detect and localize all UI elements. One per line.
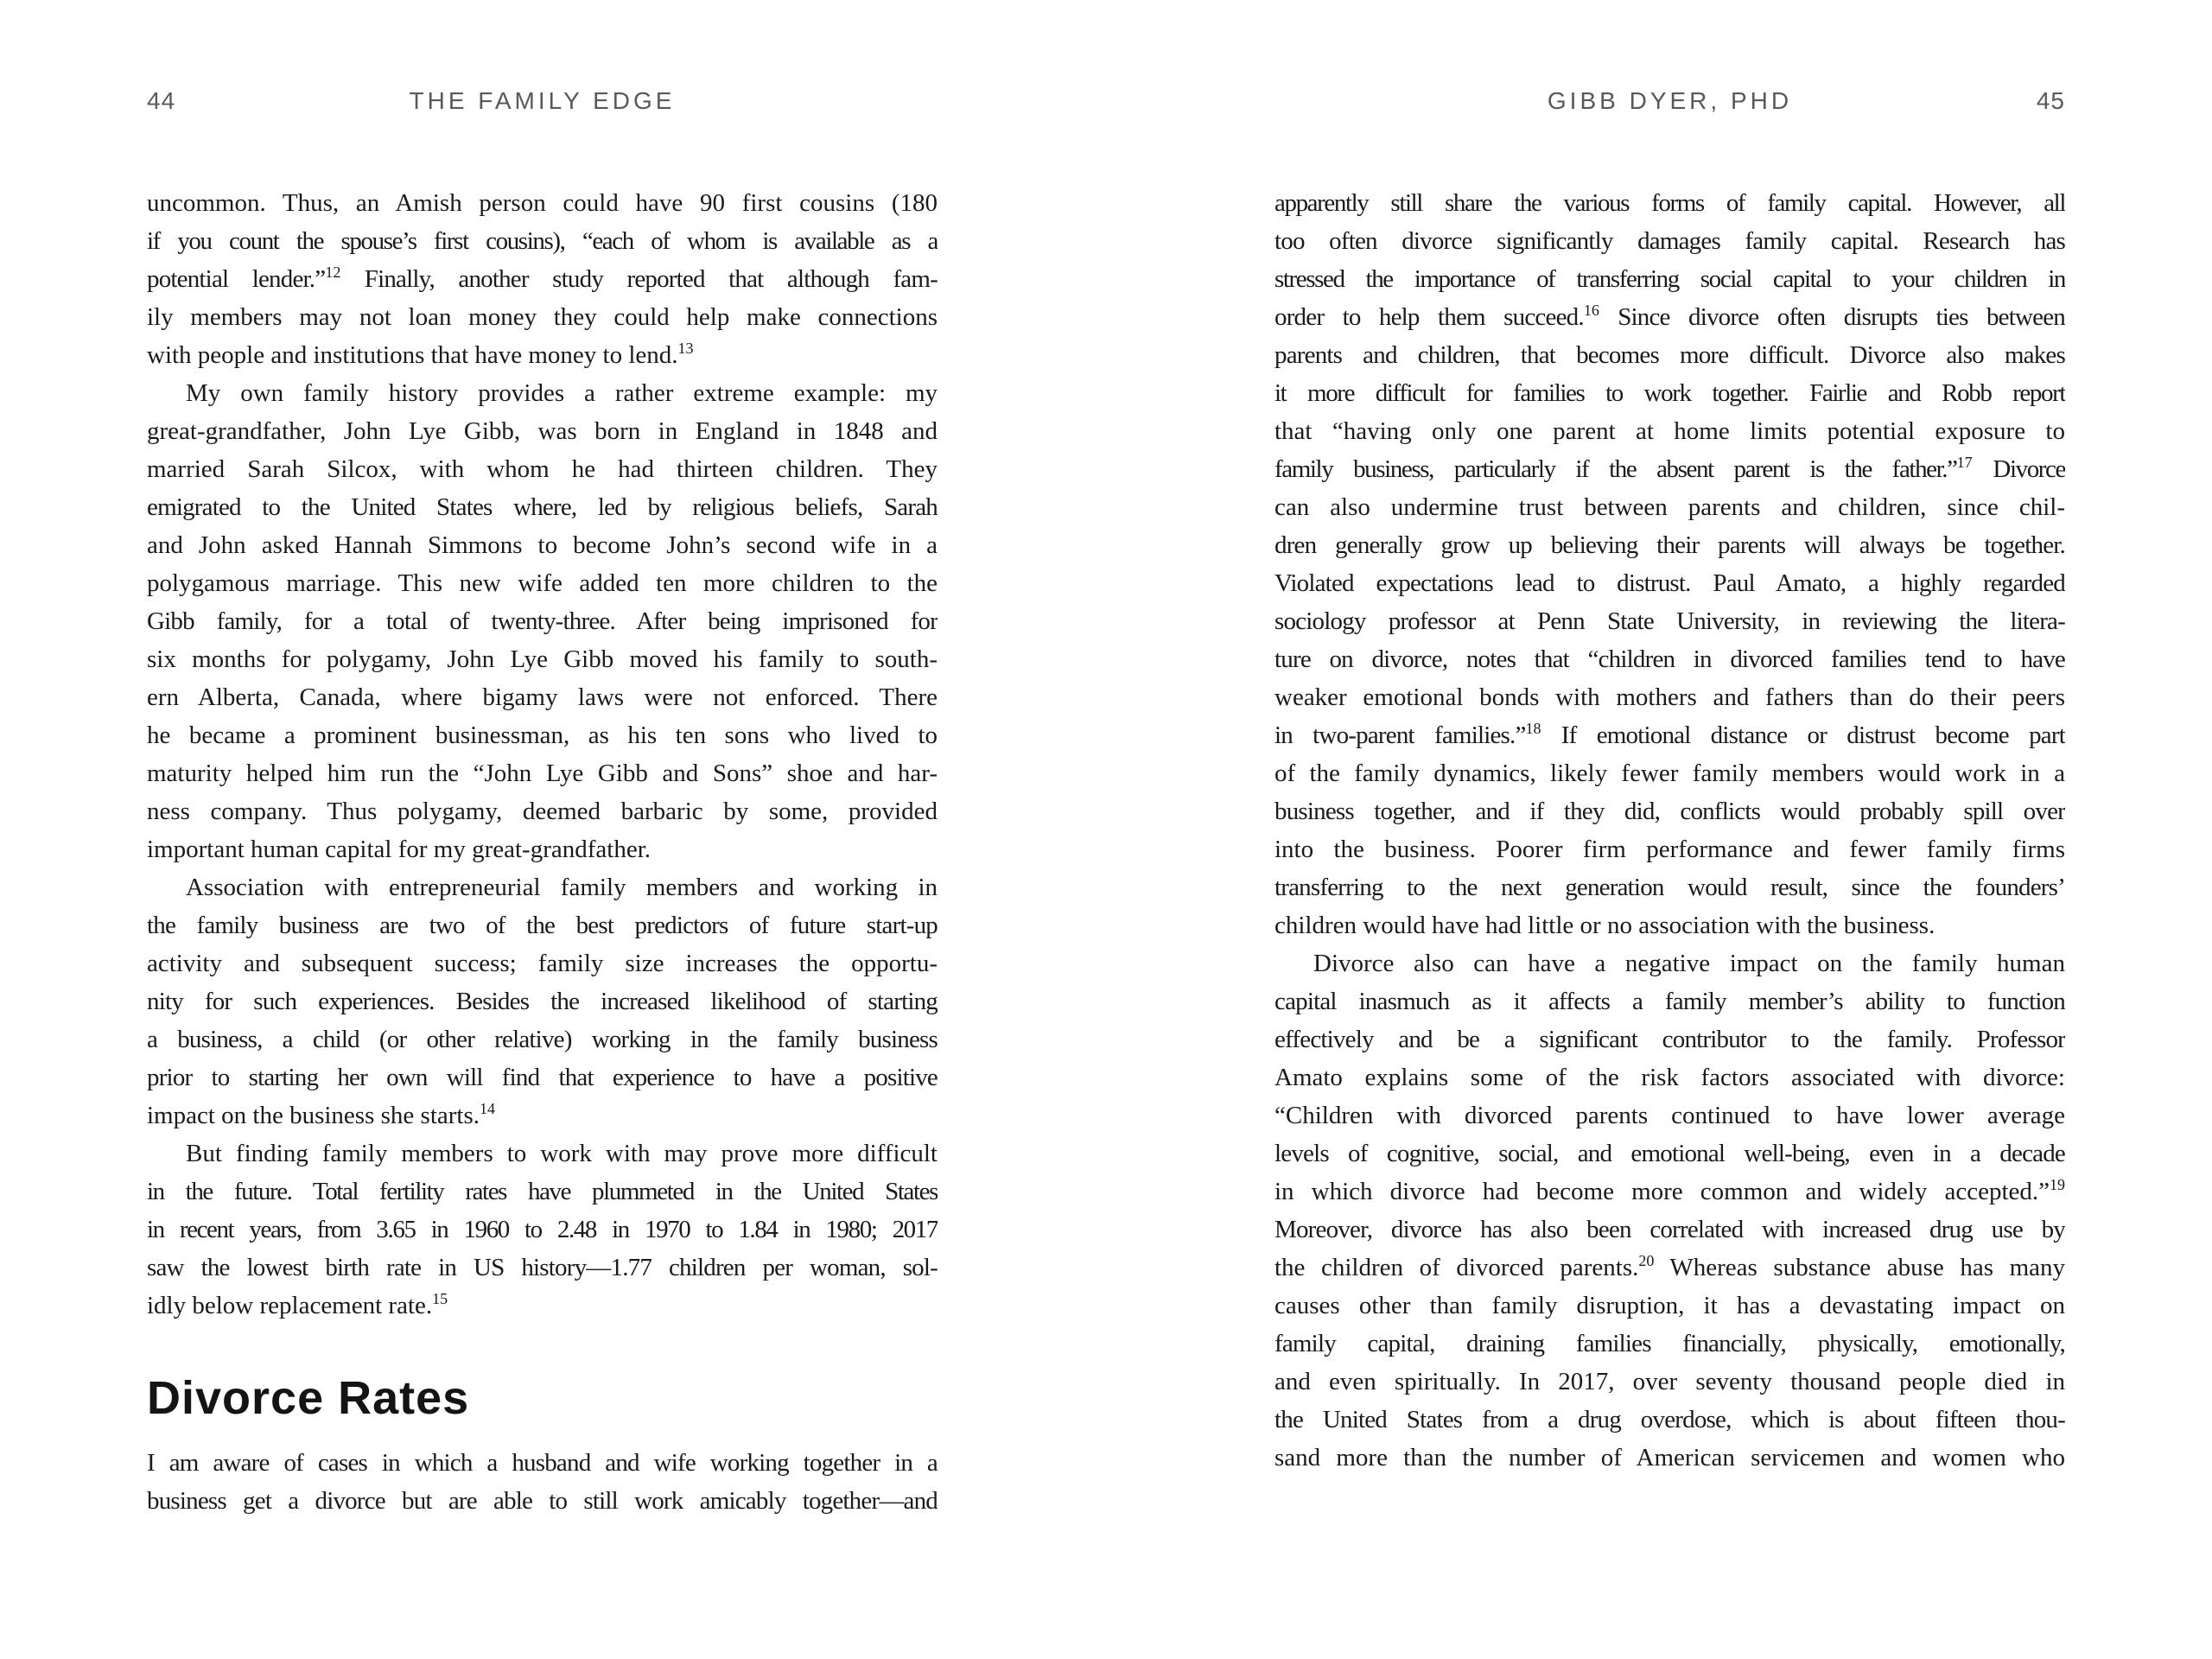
text-line: he became a prominent businessman, as his ten sons who lived to <box>147 721 938 749</box>
footnote-reference: 18 <box>1525 720 1541 737</box>
text-line: Moreover, divorce has also been correlated with increased drug use by <box>1274 1216 2065 1243</box>
footnote-reference: 20 <box>1638 1252 1655 1269</box>
running-head-right: GIBB DYER, PHD <box>1547 87 1793 114</box>
text-line: business get a divorce but are able to still work amicably together—and <box>147 1487 938 1515</box>
text-line: saw the lowest birth rate in US history—1.77 children per woman, sol- <box>147 1254 938 1281</box>
text-line: married Sarah Silcox, with whom he had thirteen children. They <box>147 455 938 483</box>
text-line: Violated expectations lead to distrust. Paul Amato, a highly regarded <box>1274 569 2065 597</box>
footnote-reference: 17 <box>1956 454 1973 471</box>
text-line: Association with entrepreneurial family members and working in <box>186 874 938 901</box>
footnote-reference: 14 <box>480 1100 496 1117</box>
text-line: too often divorce significantly damages family capital. Research has <box>1274 227 2065 255</box>
text-line: levels of cognitive, social, and emotional well-being, even in a decade <box>1274 1140 2065 1167</box>
text-line: ern Alberta, Canada, where bigamy laws were not enforced. There <box>147 683 938 711</box>
footnote-reference: 19 <box>2050 1176 2065 1193</box>
text-line: emigrated to the United States where, led by religious beliefs, Sarah <box>147 493 938 521</box>
footnote-reference: 15 <box>432 1290 448 1307</box>
text-line: and John asked Hannah Simmons to become John’s second wife in a <box>147 531 938 559</box>
text-line: a business, a child (or other relative) working in the family business <box>147 1026 938 1053</box>
text-line: the children of divorced parents.$^{20}$ Whereas substance abuse has many <box>1274 1252 2065 1281</box>
text-line: polygamous marriage. This new wife added ten more children to the <box>147 569 938 597</box>
text-line: it more difficult for families to work together. Fairlie and Robb report <box>1274 379 2065 407</box>
text-line: of the family dynamics, likely fewer family members would work in a <box>1274 760 2065 787</box>
text-line: six months for polygamy, John Lye Gibb moved his family to south- <box>147 645 938 673</box>
text-line: capital inasmuch as it affects a family member’s ability to function <box>1274 988 2065 1015</box>
left-page-text <box>147 184 938 1520</box>
footnote-reference: 16 <box>1583 302 1599 319</box>
text-line: dren generally grow up believing their parents will always be together. <box>1274 531 2065 559</box>
text-line: the family business are two of the best predictors of future start-up <box>147 912 938 939</box>
page-number-left: 44 <box>147 87 176 114</box>
text-line: stressed the importance of transferring social capital to your children in <box>1274 265 2065 293</box>
text-line: I am aware of cases in which a husband and wife working together in a <box>147 1449 938 1477</box>
text-line: in which divorce had become more common and widely accepted.”$^{19}$ <box>1274 1176 2065 1205</box>
text-line: uncommon. Thus, an Amish person could have 90 first cousins (180 <box>147 189 938 217</box>
text-line: transferring to the next generation would result, since the founders’ <box>1274 874 2065 901</box>
section-heading: Divorce Rates <box>147 1372 470 1424</box>
text-line: into the business. Poorer firm performance and fewer family firms <box>1274 836 2065 863</box>
text-line: parents and children, that becomes more difficult. Divorce also makes <box>1274 341 2065 369</box>
text-line: family business, particularly if the absent parent is the father.”$^{17}$ Divorce <box>1274 454 2065 483</box>
text-line: prior to starting her own will find that experience to have a positive <box>147 1064 938 1091</box>
text-line: causes other than family disruption, it has a devastating impact on <box>1274 1292 2065 1319</box>
text-line: nity for such experiences. Besides the increased likelihood of starting <box>147 988 938 1015</box>
text-line: business together, and if they did, conflicts would probably spill over <box>1274 798 2065 825</box>
text-line: ness company. Thus polygamy, deemed barbaric by some, provided <box>147 798 938 825</box>
text-line: potential lender.”$^{12}$ Finally, another study reported that although fam- <box>147 264 938 293</box>
text-line: and even spiritually. In 2017, over seventy thousand people died in <box>1274 1368 2065 1395</box>
right-page-text <box>1274 184 2065 1477</box>
text-line: that “having only one parent at home limits potential exposure to <box>1274 417 2065 445</box>
text-line: children would have had little or no association with the business. <box>1274 912 1936 939</box>
text-line: apparently still share the various forms of family capital. However, all <box>1274 189 2065 217</box>
text-line: great-grandfather, John Lye Gibb, was born in England in 1848 and <box>147 417 938 445</box>
running-head-left: THE FAMILY EDGE <box>409 87 676 114</box>
footnote-reference: 13 <box>677 340 694 357</box>
text-line: activity and subsequent success; family size increases the opportu- <box>147 950 938 977</box>
text-line: with people and institutions that have money to lend.$^{13}$ <box>147 340 694 369</box>
text-line: in the future. Total fertility rates have plummeted in the United States <box>147 1178 938 1205</box>
text-line: My own family history provides a rather extreme example: my <box>186 379 938 407</box>
text-line: Divorce also can have a negative impact on the family human <box>1313 950 2065 977</box>
text-line: maturity helped him run the “John Lye Gibb and Sons” shoe and har- <box>147 760 938 787</box>
text-line: can also undermine trust between parents and children, since chil- <box>1274 493 2065 521</box>
text-line: weaker emotional bonds with mothers and fathers than do their peers <box>1274 683 2065 711</box>
text-line: if you count the spouse’s first cousins), “each of whom is available as a <box>147 227 938 255</box>
text-line: sand more than the number of American servicemen and women who <box>1274 1444 2065 1471</box>
text-line: in recent years, from 3.65 in 1960 to 2.48 in 1970 to 1.84 in 1980; 2017 <box>147 1216 938 1243</box>
text-line: Amato explains some of the risk factors associated with divorce: <box>1274 1064 2065 1091</box>
text-line: family capital, draining families financially, physically, emotionally, <box>1274 1330 2065 1357</box>
text-line: in two-parent families.”$^{18}$ If emotional distance or distrust become part <box>1274 720 2065 749</box>
text-line: ily members may not loan money they could help make connections <box>147 303 938 331</box>
text-line: sociology professor at Penn State University, in reviewing the litera- <box>1274 607 2065 635</box>
page-number-right: 45 <box>2036 87 2065 114</box>
text-line: effectively and be a significant contributor to the family. Professor <box>1274 1026 2065 1053</box>
text-line: impact on the business she starts.$^{14}$ <box>147 1100 496 1129</box>
footnote-reference: 12 <box>325 264 341 281</box>
text-line: Gibb family, for a total of twenty-three. After being imprisoned for <box>147 607 938 635</box>
text-line: important human capital for my great-grandfather. <box>147 836 652 863</box>
text-line: order to help them succeed.$^{16}$ Since divorce often disrupts ties between <box>1274 302 2065 331</box>
text-line: ture on divorce, notes that “children in divorced families tend to have <box>1274 645 2065 673</box>
text-line: “Children with divorced parents continued to have lower average <box>1274 1102 2065 1129</box>
text-line: But finding family members to work with may prove more difficult <box>186 1140 938 1167</box>
text-line: the United States from a drug overdose, which is about fifteen thou- <box>1274 1406 2065 1433</box>
text-line: idly below replacement rate.$^{15}$ <box>147 1290 448 1319</box>
